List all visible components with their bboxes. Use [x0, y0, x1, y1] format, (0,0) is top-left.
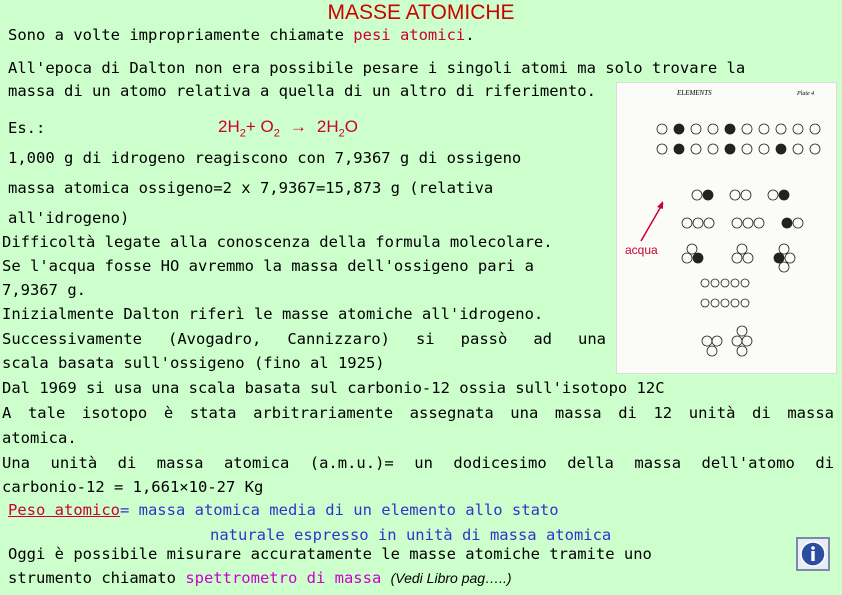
atom-symbol — [759, 144, 769, 154]
water-line: Se l'acqua fosse HO avremmo la massa dell'ossigeno pari a — [2, 257, 534, 275]
atom-symbol — [779, 244, 789, 254]
atom-symbol — [702, 336, 712, 346]
atom-symbol — [737, 346, 747, 356]
atom-symbol — [785, 253, 795, 263]
isotope-line: A tale isotopo è stata arbitrariamente assegnata una massa di 12 unità di massa — [2, 404, 834, 422]
arrow-icon: → — [289, 117, 307, 136]
atom-symbol — [743, 253, 753, 263]
eq-o: O — [344, 117, 358, 136]
atom-symbol — [674, 144, 684, 154]
atom-symbol — [691, 144, 701, 154]
atom-symbol — [737, 244, 747, 254]
atom-symbol — [782, 218, 792, 228]
atom-symbol — [743, 218, 753, 228]
atom-symbol — [693, 253, 703, 263]
atom-symbol — [742, 144, 752, 154]
atom-symbol — [711, 279, 719, 287]
atom-symbol — [674, 124, 684, 134]
atom-symbol — [721, 299, 729, 307]
atom-symbol — [731, 279, 739, 287]
atom-symbol — [742, 336, 752, 346]
carbon-scale-line: Dal 1969 si usa una scala basata sul carbonio-12 ossia sull'isotopo 12C — [2, 379, 665, 397]
atom-symbol — [776, 144, 786, 154]
definition-text: = massa atomica media di un elemento allo stato — [119, 501, 559, 519]
atom-symbol — [737, 326, 747, 336]
atom-symbol — [779, 190, 789, 200]
hydrogen-line: 1,000 g di idrogeno reagiscono con 7,9367 g di ossigeno — [8, 149, 522, 167]
reaction-equation — [218, 117, 358, 139]
atom-symbol — [741, 299, 749, 307]
atom-symbol — [657, 124, 667, 134]
acqua-label: acqua — [625, 243, 658, 257]
atom-symbol — [725, 124, 735, 134]
intro-text: Sono a volte impropriamente chiamate — [8, 26, 354, 44]
atom-symbol — [711, 299, 719, 307]
intro-period: . — [465, 26, 475, 44]
atom-symbol — [810, 124, 820, 134]
eq-sub: 2 — [239, 127, 246, 140]
atom-symbol — [707, 346, 717, 356]
atom-symbol — [731, 299, 739, 307]
avogadro-line: Successivamente (Avogadro, Cannizzaro) si passò ad una — [2, 330, 606, 348]
amu-value-line: carbonio-12 = 1,661×10-27 Kg — [2, 478, 264, 496]
spectrometer-term: spettrometro di massa — [185, 569, 382, 587]
atom-symbol — [687, 244, 697, 254]
atom-symbol — [732, 253, 742, 263]
atom-symbol — [701, 299, 709, 307]
atom-symbol — [793, 144, 803, 154]
eq-sub: 2 — [273, 127, 280, 140]
water-mass-line: 7,9367 g. — [2, 281, 86, 299]
dalton-line-1: All'epoca di Dalton non era possibile pesare i singoli atomi ma solo trovare la — [8, 59, 746, 77]
atom-symbol — [810, 144, 820, 154]
atom-symbol — [793, 218, 803, 228]
atom-symbol — [682, 253, 692, 263]
atom-symbol — [703, 190, 713, 200]
figure-heading: ELEMENTS — [677, 89, 712, 97]
example-label: Es.: — [8, 119, 46, 137]
atom-symbol — [793, 124, 803, 134]
measure-line: Oggi è possibile misurare accuratamente le masse atomiche tramite uno — [8, 545, 652, 563]
info-button[interactable] — [796, 537, 830, 571]
page-title: MASSE ATOMICHE — [327, 1, 515, 24]
atom-symbol — [741, 279, 749, 287]
atom-symbol — [774, 253, 784, 263]
figure-plate-label: Plate 4 — [797, 91, 815, 97]
atom-symbol — [682, 218, 692, 228]
atom-symbol — [692, 190, 702, 200]
dalton-elements-figure — [616, 82, 837, 374]
atom-symbol — [754, 218, 764, 228]
intro-line — [8, 25, 475, 45]
dalton-hydrogen-line: Inizialmente Dalton riferì le masse atomiche all'idrogeno. — [2, 305, 544, 323]
definition-line — [8, 500, 559, 520]
atom-symbol — [725, 144, 735, 154]
oxygen-mass-line: massa atomica ossigeno=2 x 7,9367=15,873 g (relativa — [8, 179, 494, 197]
book-reference: (Vedi Libro pag…..) — [390, 570, 512, 586]
info-icon — [798, 539, 828, 569]
atom-symbol — [701, 279, 709, 287]
atom-symbol — [691, 124, 701, 134]
atom-symbol — [708, 124, 718, 134]
eq-o2: + O — [245, 117, 274, 136]
spectrometer-line — [8, 568, 512, 588]
element-symbols — [657, 124, 820, 356]
peso-atomico-term: Peso atomico — [8, 501, 120, 519]
pesi-atomici-term: pesi atomici — [353, 26, 466, 44]
relative-line: all'idrogeno) — [8, 209, 130, 227]
dalton-symbols-drawing — [617, 83, 836, 373]
atomica-line: atomica. — [2, 429, 77, 447]
difficulty-line: Difficoltà legate alla conoscenza della formula molecolare. — [2, 233, 553, 251]
eq-h2o: 2H — [316, 117, 339, 136]
atom-symbol — [732, 336, 742, 346]
atom-symbol — [742, 124, 752, 134]
atom-symbol — [768, 190, 778, 200]
atom-symbol — [779, 262, 789, 272]
amu-line: Una unità di massa atomica (a.m.u.)= un dodicesimo della massa dell'atomo di — [2, 454, 834, 472]
atom-symbol — [721, 279, 729, 287]
atom-symbol — [776, 124, 786, 134]
atom-symbol — [704, 218, 714, 228]
atom-symbol — [730, 190, 740, 200]
acqua-arrow — [641, 203, 663, 241]
atom-symbol — [693, 218, 703, 228]
dalton-line-2: massa di un atomo relativa a quella di un altro di riferimento. — [8, 82, 596, 100]
atom-symbol — [759, 124, 769, 134]
definition-line-2: naturale espresso in unità di massa atomica — [210, 526, 612, 544]
atom-symbol — [712, 336, 722, 346]
acqua-arrow-head — [657, 201, 663, 209]
atom-symbol — [741, 190, 751, 200]
eq-sub: 2 — [338, 127, 345, 140]
spectrometer-pre: strumento chiamato — [8, 569, 186, 587]
atom-symbol — [732, 218, 742, 228]
atom-symbol — [708, 144, 718, 154]
atom-symbol — [657, 144, 667, 154]
eq-h2: 2H — [218, 117, 240, 136]
oxygen-scale-line: scala basata sull'ossigeno (fino al 1925) — [2, 354, 385, 372]
